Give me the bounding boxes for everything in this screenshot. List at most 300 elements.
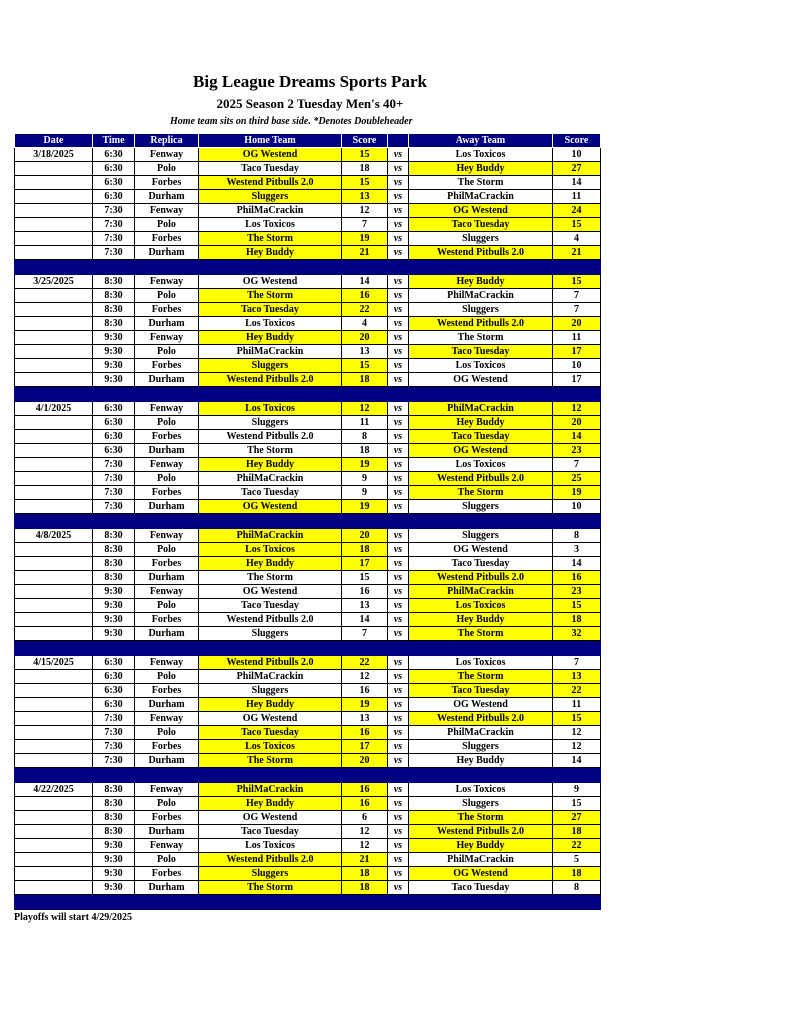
separator-cell	[388, 895, 409, 910]
away-team: Taco Tuesday	[409, 684, 553, 698]
separator-cell	[199, 641, 342, 656]
game-time: 6:30	[93, 656, 135, 670]
game-time: 6:30	[93, 402, 135, 416]
game-row	[15, 246, 601, 260]
home-team: Sluggers	[199, 416, 342, 430]
away-team: Westend Pitbulls 2.0	[409, 825, 553, 839]
home-team: The Storm	[199, 232, 342, 246]
away-score: 16	[553, 571, 601, 585]
game-row	[15, 500, 601, 514]
game-field: Polo	[135, 345, 199, 359]
game-date	[15, 359, 93, 373]
col-header-away-team: Away Team	[409, 134, 553, 148]
home-score: 16	[342, 797, 388, 811]
home-score: 18	[342, 867, 388, 881]
away-score: 23	[553, 444, 601, 458]
home-team: The Storm	[199, 754, 342, 768]
home-score: 12	[342, 670, 388, 684]
home-score: 16	[342, 585, 388, 599]
game-date	[15, 303, 93, 317]
game-field: Fenway	[135, 585, 199, 599]
col-header-home-score: Score	[342, 134, 388, 148]
away-team: The Storm	[409, 670, 553, 684]
game-time: 8:30	[93, 529, 135, 543]
col-header-away-score: Score	[553, 134, 601, 148]
separator-cell	[199, 387, 342, 402]
home-team: Westend Pitbulls 2.0	[199, 430, 342, 444]
vs-label: vs	[388, 289, 409, 303]
home-team: OG Westend	[199, 811, 342, 825]
home-team: OG Westend	[199, 275, 342, 289]
home-team: PhilMaCrackin	[199, 472, 342, 486]
game-field: Fenway	[135, 783, 199, 797]
game-date	[15, 881, 93, 895]
game-time: 6:30	[93, 698, 135, 712]
game-field: Durham	[135, 825, 199, 839]
away-team: Taco Tuesday	[409, 345, 553, 359]
game-field: Forbes	[135, 430, 199, 444]
game-field: Fenway	[135, 656, 199, 670]
vs-label: vs	[388, 246, 409, 260]
vs-label: vs	[388, 726, 409, 740]
vs-label: vs	[388, 402, 409, 416]
home-team: Westend Pitbulls 2.0	[199, 853, 342, 867]
away-team: The Storm	[409, 627, 553, 641]
game-time: 8:30	[93, 783, 135, 797]
game-row	[15, 839, 601, 853]
home-score: 22	[342, 303, 388, 317]
vs-label: vs	[388, 853, 409, 867]
game-date	[15, 486, 93, 500]
away-score: 15	[553, 599, 601, 613]
game-row	[15, 740, 601, 754]
game-date	[15, 712, 93, 726]
game-field: Forbes	[135, 684, 199, 698]
game-field: Polo	[135, 599, 199, 613]
vs-label: vs	[388, 712, 409, 726]
game-date	[15, 472, 93, 486]
schedule-note: Home team sits on third base side. *Denotes Doubleheader	[170, 116, 413, 127]
game-row	[15, 458, 601, 472]
game-date	[15, 444, 93, 458]
game-date	[15, 345, 93, 359]
game-time: 8:30	[93, 289, 135, 303]
game-date	[15, 500, 93, 514]
game-date: 3/25/2025	[15, 275, 93, 289]
away-score: 12	[553, 740, 601, 754]
game-row	[15, 444, 601, 458]
home-team: The Storm	[199, 571, 342, 585]
away-team: Taco Tuesday	[409, 557, 553, 571]
home-team: The Storm	[199, 289, 342, 303]
away-score: 14	[553, 754, 601, 768]
home-team: OG Westend	[199, 585, 342, 599]
vs-label: vs	[388, 543, 409, 557]
home-score: 12	[342, 825, 388, 839]
game-date	[15, 317, 93, 331]
game-row	[15, 373, 601, 387]
vs-label: vs	[388, 811, 409, 825]
home-score: 19	[342, 458, 388, 472]
vs-label: vs	[388, 754, 409, 768]
away-score: 15	[553, 275, 601, 289]
game-field: Durham	[135, 373, 199, 387]
game-row	[15, 797, 601, 811]
home-team: Sluggers	[199, 684, 342, 698]
game-date	[15, 599, 93, 613]
vs-label: vs	[388, 783, 409, 797]
game-row	[15, 486, 601, 500]
separator-cell	[409, 641, 553, 656]
game-time: 7:30	[93, 232, 135, 246]
vs-label: vs	[388, 275, 409, 289]
away-score: 20	[553, 416, 601, 430]
home-team: Los Toxicos	[199, 839, 342, 853]
game-date	[15, 867, 93, 881]
game-date	[15, 839, 93, 853]
away-team: Sluggers	[409, 500, 553, 514]
separator-cell	[93, 641, 135, 656]
game-row	[15, 529, 601, 543]
game-field: Durham	[135, 246, 199, 260]
away-score: 18	[553, 825, 601, 839]
game-date	[15, 571, 93, 585]
game-row	[15, 613, 601, 627]
game-row	[15, 867, 601, 881]
game-row	[15, 430, 601, 444]
away-score: 14	[553, 430, 601, 444]
away-team: Hey Buddy	[409, 416, 553, 430]
home-score: 21	[342, 853, 388, 867]
away-score: 11	[553, 190, 601, 204]
game-time: 6:30	[93, 148, 135, 162]
away-score: 17	[553, 345, 601, 359]
separator-cell	[388, 260, 409, 275]
game-time: 8:30	[93, 557, 135, 571]
game-time: 7:30	[93, 246, 135, 260]
game-time: 9:30	[93, 359, 135, 373]
away-score: 27	[553, 811, 601, 825]
game-time: 7:30	[93, 500, 135, 514]
separator-cell	[553, 387, 601, 402]
game-time: 9:30	[93, 839, 135, 853]
away-score: 32	[553, 627, 601, 641]
page-title: Big League Dreams Sports Park	[193, 72, 427, 91]
game-time: 6:30	[93, 444, 135, 458]
home-team: Hey Buddy	[199, 246, 342, 260]
game-row	[15, 599, 601, 613]
game-date	[15, 726, 93, 740]
home-score: 22	[342, 656, 388, 670]
vs-label: vs	[388, 472, 409, 486]
game-date	[15, 754, 93, 768]
game-field: Durham	[135, 754, 199, 768]
game-field: Forbes	[135, 176, 199, 190]
away-team: Sluggers	[409, 303, 553, 317]
game-date	[15, 218, 93, 232]
away-team: Hey Buddy	[409, 613, 553, 627]
separator-cell	[553, 514, 601, 529]
separator-cell	[135, 641, 199, 656]
game-row	[15, 627, 601, 641]
home-score: 13	[342, 712, 388, 726]
vs-label: vs	[388, 232, 409, 246]
game-field: Forbes	[135, 811, 199, 825]
home-team: Los Toxicos	[199, 402, 342, 416]
vs-label: vs	[388, 430, 409, 444]
home-team: Taco Tuesday	[199, 599, 342, 613]
home-score: 16	[342, 289, 388, 303]
vs-label: vs	[388, 176, 409, 190]
away-score: 11	[553, 698, 601, 712]
home-team: Taco Tuesday	[199, 726, 342, 740]
away-team: Westend Pitbulls 2.0	[409, 472, 553, 486]
home-score: 17	[342, 740, 388, 754]
away-team: OG Westend	[409, 204, 553, 218]
vs-label: vs	[388, 557, 409, 571]
home-score: 18	[342, 543, 388, 557]
home-team: Sluggers	[199, 359, 342, 373]
away-team: Sluggers	[409, 232, 553, 246]
separator-cell	[15, 768, 93, 783]
game-time: 8:30	[93, 275, 135, 289]
week-separator	[15, 260, 601, 275]
game-date	[15, 670, 93, 684]
away-team: Westend Pitbulls 2.0	[409, 571, 553, 585]
away-score: 20	[553, 317, 601, 331]
home-team: Taco Tuesday	[199, 303, 342, 317]
home-score: 14	[342, 275, 388, 289]
home-team: Sluggers	[199, 867, 342, 881]
separator-cell	[409, 768, 553, 783]
game-field: Forbes	[135, 303, 199, 317]
away-team: PhilMaCrackin	[409, 402, 553, 416]
away-team: OG Westend	[409, 867, 553, 881]
separator-cell	[342, 387, 388, 402]
game-date	[15, 543, 93, 557]
away-team: Los Toxicos	[409, 783, 553, 797]
separator-cell	[135, 387, 199, 402]
game-field: Polo	[135, 162, 199, 176]
col-header-vs	[388, 134, 409, 148]
away-score: 7	[553, 656, 601, 670]
away-team: Westend Pitbulls 2.0	[409, 317, 553, 331]
game-date	[15, 232, 93, 246]
home-team: OG Westend	[199, 712, 342, 726]
separator-cell	[93, 514, 135, 529]
game-row	[15, 162, 601, 176]
game-date	[15, 176, 93, 190]
game-time: 9:30	[93, 585, 135, 599]
home-team: PhilMaCrackin	[199, 204, 342, 218]
game-date	[15, 246, 93, 260]
vs-label: vs	[388, 486, 409, 500]
away-team: PhilMaCrackin	[409, 726, 553, 740]
separator-cell	[409, 895, 553, 910]
home-team: Sluggers	[199, 627, 342, 641]
game-field: Durham	[135, 627, 199, 641]
home-score: 19	[342, 232, 388, 246]
away-score: 13	[553, 670, 601, 684]
game-field: Durham	[135, 190, 199, 204]
game-field: Polo	[135, 853, 199, 867]
away-score: 12	[553, 402, 601, 416]
game-field: Polo	[135, 797, 199, 811]
away-team: PhilMaCrackin	[409, 190, 553, 204]
game-time: 6:30	[93, 162, 135, 176]
game-date: 4/22/2025	[15, 783, 93, 797]
game-row	[15, 656, 601, 670]
home-score: 16	[342, 726, 388, 740]
game-row	[15, 275, 601, 289]
game-date	[15, 373, 93, 387]
game-row	[15, 853, 601, 867]
game-time: 8:30	[93, 303, 135, 317]
away-score: 15	[553, 218, 601, 232]
away-team: The Storm	[409, 176, 553, 190]
home-score: 12	[342, 402, 388, 416]
game-time: 7:30	[93, 754, 135, 768]
game-date	[15, 458, 93, 472]
vs-label: vs	[388, 303, 409, 317]
home-score: 15	[342, 571, 388, 585]
separator-cell	[135, 260, 199, 275]
game-date	[15, 825, 93, 839]
separator-cell	[388, 514, 409, 529]
vs-label: vs	[388, 204, 409, 218]
home-team: Los Toxicos	[199, 543, 342, 557]
game-field: Durham	[135, 881, 199, 895]
away-team: OG Westend	[409, 444, 553, 458]
separator-cell	[199, 260, 342, 275]
vs-label: vs	[388, 190, 409, 204]
game-field: Forbes	[135, 613, 199, 627]
game-date	[15, 162, 93, 176]
week-separator	[15, 514, 601, 529]
away-team: Taco Tuesday	[409, 881, 553, 895]
game-row	[15, 359, 601, 373]
game-row	[15, 783, 601, 797]
home-team: OG Westend	[199, 148, 342, 162]
separator-cell	[15, 387, 93, 402]
game-time: 9:30	[93, 853, 135, 867]
col-header-home-team: Home Team	[199, 134, 342, 148]
away-score: 18	[553, 613, 601, 627]
vs-label: vs	[388, 458, 409, 472]
game-date	[15, 811, 93, 825]
game-time: 6:30	[93, 416, 135, 430]
week-separator	[15, 895, 601, 910]
home-team: Hey Buddy	[199, 557, 342, 571]
away-score: 10	[553, 500, 601, 514]
away-team: Sluggers	[409, 529, 553, 543]
game-row	[15, 303, 601, 317]
away-score: 10	[553, 148, 601, 162]
home-score: 15	[342, 176, 388, 190]
separator-cell	[15, 641, 93, 656]
away-score: 17	[553, 373, 601, 387]
game-field: Polo	[135, 472, 199, 486]
away-team: PhilMaCrackin	[409, 289, 553, 303]
home-team: Los Toxicos	[199, 218, 342, 232]
game-time: 9:30	[93, 345, 135, 359]
game-date	[15, 585, 93, 599]
game-date	[15, 204, 93, 218]
away-team: Los Toxicos	[409, 656, 553, 670]
home-score: 12	[342, 204, 388, 218]
home-score: 7	[342, 627, 388, 641]
vs-label: vs	[388, 416, 409, 430]
home-team: OG Westend	[199, 500, 342, 514]
game-time: 8:30	[93, 811, 135, 825]
away-team: The Storm	[409, 811, 553, 825]
game-time: 7:30	[93, 740, 135, 754]
week-separator	[15, 641, 601, 656]
game-row	[15, 726, 601, 740]
home-team: Sluggers	[199, 190, 342, 204]
away-team: The Storm	[409, 486, 553, 500]
separator-cell	[135, 895, 199, 910]
home-team: Hey Buddy	[199, 797, 342, 811]
vs-label: vs	[388, 331, 409, 345]
home-team: Taco Tuesday	[199, 486, 342, 500]
separator-cell	[388, 768, 409, 783]
game-time: 7:30	[93, 726, 135, 740]
vs-label: vs	[388, 867, 409, 881]
col-header-replica: Replica	[135, 134, 199, 148]
game-time: 7:30	[93, 458, 135, 472]
home-score: 14	[342, 613, 388, 627]
vs-label: vs	[388, 825, 409, 839]
game-date	[15, 331, 93, 345]
game-row	[15, 543, 601, 557]
game-field: Forbes	[135, 867, 199, 881]
week-separator	[15, 387, 601, 402]
separator-cell	[409, 387, 553, 402]
game-row	[15, 712, 601, 726]
home-team: Los Toxicos	[199, 740, 342, 754]
vs-label: vs	[388, 599, 409, 613]
game-row	[15, 585, 601, 599]
game-row	[15, 148, 601, 162]
game-time: 9:30	[93, 613, 135, 627]
away-team: Los Toxicos	[409, 599, 553, 613]
vs-label: vs	[388, 613, 409, 627]
vs-label: vs	[388, 585, 409, 599]
vs-label: vs	[388, 359, 409, 373]
away-score: 27	[553, 162, 601, 176]
home-team: Westend Pitbulls 2.0	[199, 656, 342, 670]
game-time: 6:30	[93, 430, 135, 444]
separator-cell	[135, 514, 199, 529]
game-row	[15, 825, 601, 839]
away-score: 7	[553, 303, 601, 317]
home-team: Westend Pitbulls 2.0	[199, 373, 342, 387]
home-score: 13	[342, 190, 388, 204]
home-score: 13	[342, 345, 388, 359]
game-field: Fenway	[135, 458, 199, 472]
separator-cell	[199, 895, 342, 910]
game-date	[15, 190, 93, 204]
home-team: Hey Buddy	[199, 331, 342, 345]
game-row	[15, 190, 601, 204]
away-score: 5	[553, 853, 601, 867]
game-row	[15, 416, 601, 430]
away-team: Hey Buddy	[409, 839, 553, 853]
away-score: 15	[553, 712, 601, 726]
vs-label: vs	[388, 797, 409, 811]
away-team: Hey Buddy	[409, 275, 553, 289]
